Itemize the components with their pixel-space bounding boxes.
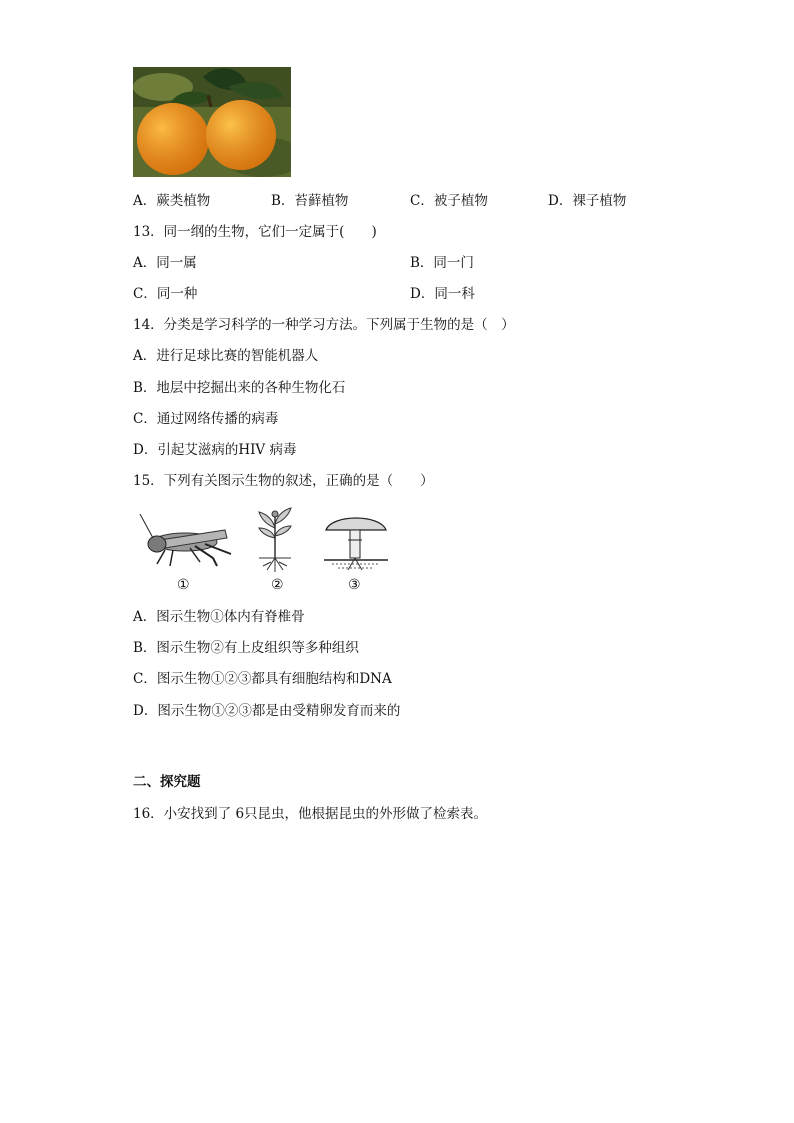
q12-option-d[interactable]: D．裸子植物 xyxy=(548,193,627,209)
q12-option-c[interactable]: C．被子植物 xyxy=(410,193,488,209)
q14-stem: 14．分类是学习科学的一种学习方法。下列属于生物的是（ ） xyxy=(133,317,515,333)
q14-option-b[interactable]: B．地层中挖掘出来的各种生物化石 xyxy=(133,380,346,396)
q15-stem: 15．下列有关图示生物的叙述，正确的是（ ） xyxy=(133,473,434,489)
section-title: 二、探究题 xyxy=(133,774,201,790)
q15-option-d[interactable]: D．图示生物①②③都是由受精卵发育而来的 xyxy=(133,703,401,719)
q15-option-a[interactable]: A．图示生物①体内有脊椎骨 xyxy=(133,609,305,625)
q16-stem: 16．小安找到了 6只昆虫，他根据昆虫的外形做了检索表。 xyxy=(133,806,488,822)
figure-label-1: ① xyxy=(177,577,190,593)
q13-stem: 13．同一纲的生物，它们一定属于( ) xyxy=(133,224,377,240)
q13-option-b[interactable]: B．同一门 xyxy=(410,255,474,271)
q12-option-a[interactable]: A．蕨类植物 xyxy=(133,193,211,209)
grasshopper-figure xyxy=(135,510,235,572)
orange-photo xyxy=(133,67,291,177)
q13-option-c[interactable]: C．同一种 xyxy=(133,286,198,302)
q14-option-c[interactable]: C．通过网络传播的病毒 xyxy=(133,411,279,427)
q13-option-a[interactable]: A．同一属 xyxy=(133,255,197,271)
q13-option-d[interactable]: D．同一科 xyxy=(410,286,475,302)
plant-figure xyxy=(255,506,295,574)
q15-option-b[interactable]: B．图示生物②有上皮组织等多种组织 xyxy=(133,640,359,656)
figure-label-3: ③ xyxy=(348,577,361,593)
mushroom-figure xyxy=(322,508,390,574)
q14-option-a[interactable]: A．进行足球比赛的智能机器人 xyxy=(133,348,319,364)
q12-option-b[interactable]: B．苔藓植物 xyxy=(271,193,349,209)
figure-label-2: ② xyxy=(271,577,284,593)
q15-option-c[interactable]: C．图示生物①②③都具有细胞结构和DNA xyxy=(133,671,392,687)
q14-option-d[interactable]: D．引起艾滋病的HIV 病毒 xyxy=(133,442,297,458)
